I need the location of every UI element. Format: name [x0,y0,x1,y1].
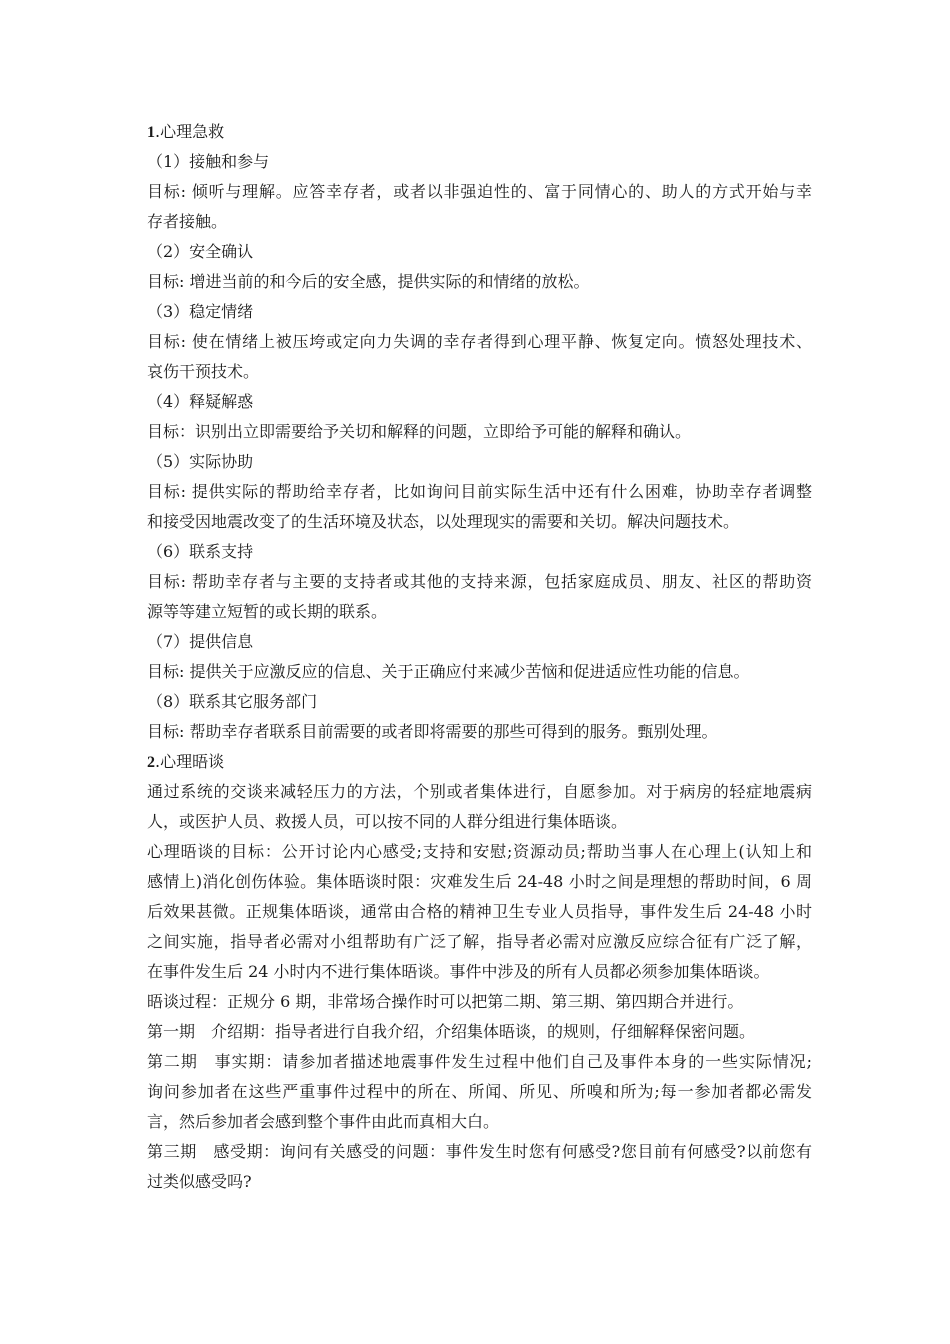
item-text-line: 哀伤干预技术。 [147,362,260,381]
item-text-line: 目标: 提供实际的帮助给幸存者，比如询问目前实际生活中还有什么困难，协助幸存者调整 [147,482,812,501]
section-2-title [147,747,812,777]
item-text-line: 目标: 增进当前的和今后的安全感，提供实际的和情绪的放松。 [147,272,590,291]
section-2-label: .心理晤谈 [155,752,225,771]
item-heading: （7）提供信息 [147,632,254,651]
paragraph-line: 之间实施，指导者必需对小组帮助有广泛了解，指导者必需对应激反应综合征有广泛了解， [147,932,812,951]
paragraph-line: 过类似感受吗? [147,1172,252,1191]
item-heading: （4）释疑解惑 [147,392,254,411]
paragraph-line: 询问参加者在这些严重事件过程中的所在、所闻、所见、所嗅和所为;每一参加者都必需发 [147,1082,812,1101]
paragraph-line: 第一期 介绍期：指导者进行自我介绍，介绍集体晤谈，的规则，仔细解释保密问题。 [147,1022,756,1041]
section-1-title [147,117,812,147]
paragraph-line: 第二期 事实期：请参加者描述地震事件发生过程中他们自己及事件本身的一些实际情况; [147,1052,812,1071]
section-1-label: .心理急救 [155,122,225,141]
item-text-line: 目标: 帮助幸存者与主要的支持者或其他的支持来源，包括家庭成员、朋友、社区的帮助资 [147,572,812,591]
item-text-line: 目标: 倾听与理解。应答幸存者，或者以非强迫性的、富于同情心的、助人的方式开始与幸 [147,182,812,201]
item-heading: （1）接触和参与 [147,152,270,171]
paragraph-line: 后效果甚微。正规集体晤谈，通常由合格的精神卫生专业人员指导，事件发生后 24-48 小时 [147,902,812,921]
item-text-line: 存者接触。 [147,212,228,231]
paragraph-line: 心理晤谈的目标：公开讨论内心感受;支持和安慰;资源动员;帮助当事人在心理上(认知上和 [147,842,812,861]
document-page [147,117,812,1197]
paragraph-line: 在事件发生后 24 小时内不进行集体晤谈。事件中涉及的所有人员都必须参加集体晤谈。 [147,962,770,981]
paragraph-line: 晤谈过程：正规分 6 期，非常场合操作时可以把第二期、第三期、第四期合并进行。 [147,992,744,1011]
paragraph-line: 人，或医护人员、救援人员，可以按不同的人群分组进行集体晤谈。 [147,812,628,831]
item-text-line: 目标: 提供关于应激反应的信息、关于正确应付来减少苦恼和促进适应性功能的信息。 [147,662,750,681]
item-heading: （6）联系支持 [147,542,254,561]
item-heading: （8）联系其它服务部门 [147,692,318,711]
item-text-line: 目标：识别出立即需要给予关切和解释的问题，立即给予可能的解释和确认。 [147,422,692,441]
item-text-line: 目标: 使在情绪上被压垮或定向力失调的幸存者得到心理平静、恢复定向。愤怒处理技术、 [147,332,812,351]
item-heading: （5）实际协助 [147,452,254,471]
paragraph-line: 第三期 感受期：询问有关感受的问题：事件发生时您有何感受?您目前有何感受?以前您有 [147,1142,812,1161]
item-text-line: 源等等建立短暂的或长期的联系。 [147,602,388,621]
item-text-line: 目标: 帮助幸存者联系目前需要的或者即将需要的那些可得到的服务。甄别处理。 [147,722,718,741]
item-text-line: 和接受因地震改变了的生活环境及状态，以处理现实的需要和关切。解决问题技术。 [147,512,740,531]
paragraph-line: 通过系统的交谈来减轻压力的方法，个别或者集体进行，自愿参加。对于病房的轻症地震病 [147,782,812,801]
paragraph-line: 感情上)消化创伤体验。集体晤谈时限：灾难发生后 24-48 小时之间是理想的帮助时间，6 周 [147,872,812,891]
section-1-number: 1 [147,124,155,141]
paragraph-line: 言，然后参加者会感到整个事件由此而真相大白。 [147,1112,500,1131]
section-2-number: 2 [147,754,155,771]
item-heading: （2）安全确认 [147,242,254,261]
item-heading: （3）稳定情绪 [147,302,254,321]
